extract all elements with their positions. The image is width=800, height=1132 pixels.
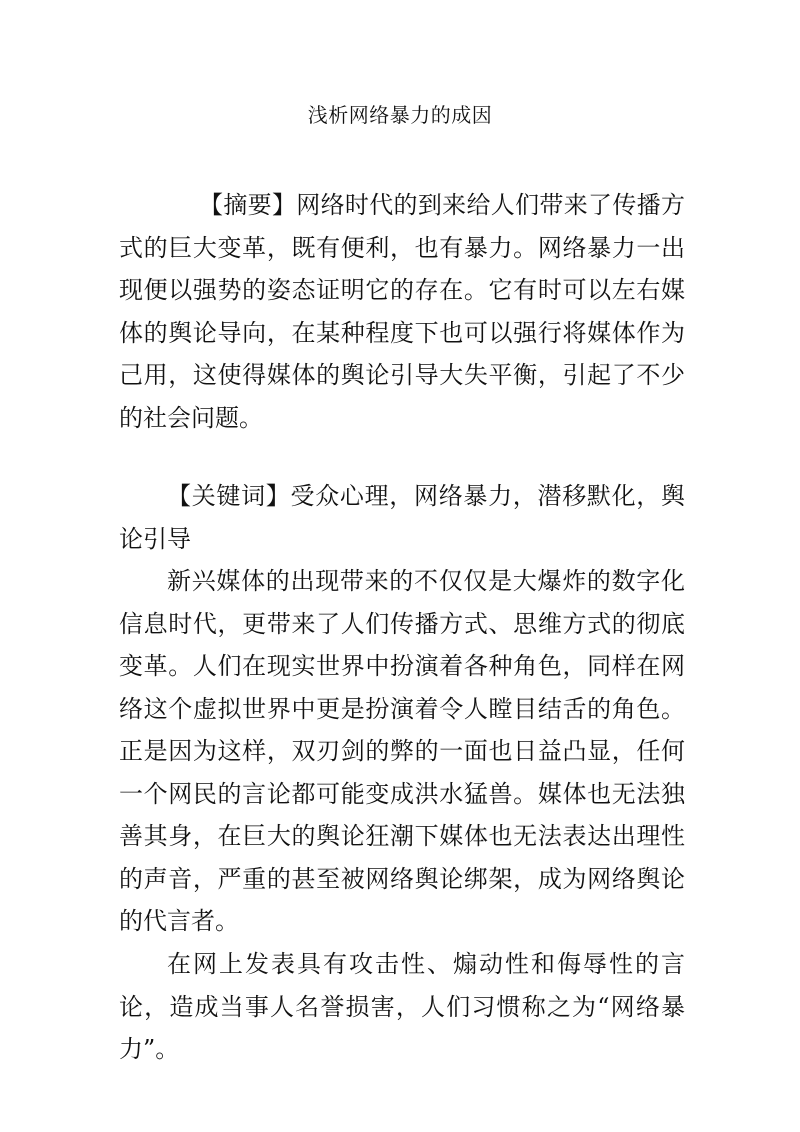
body-paragraph-2: 在网上发表具有攻击性、煽动性和侮辱性的言论，造成当事人名誉损害，人们习惯称之为“网络暴力”。 [119,950,685,1063]
abstract-text: 网络时代的到来给人们带来了传播方式的巨大变革，既有便利，也有暴力。网络暴力一出现便以强势的姿态证明它的存在。它有时可以左右媒体的舆论导向，在某种程度下也可以强行将媒体作为己用，这使得媒体的舆论引导大失平衡，引起了不少的社会问题。 [119,191,686,432]
abstract-label: 【摘要】 [199,191,297,219]
abstract-paragraph [119,184,685,439]
keywords-label: 【关键词】 [167,482,291,510]
keywords-text: 受众心理，网络暴力，潜移默化，舆论引导 [119,482,685,553]
keywords-paragraph [119,475,685,560]
body-paragraph-1: 新兴媒体的出现带来的不仅仅是大爆炸的数字化信息时代，更带来了人们传播方式、思维方式的彻底变革。人们在现实世界中扮演着各种角色，同样在网络这个虚拟世界中更是扮演着令人瞠目结舌的角色。正是因为这样，双刃剑的弊的一面也日益凸显，任何一个网民的言论都可能变成洪水猛兽。媒体也无法独善其身，在巨大的舆论狂潮下媒体也无法表达出理性的声音，严重的甚至被网络舆论绑架，成为网络舆论的代言者。 [119,567,685,935]
document-title: 浅析网络暴力的成因 [307,103,493,127]
